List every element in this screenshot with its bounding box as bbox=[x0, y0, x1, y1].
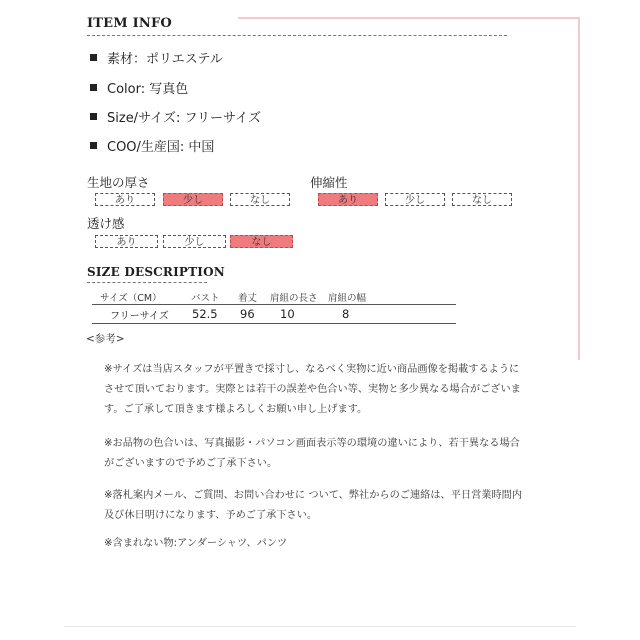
note-not-included: ※含まれない物:アンダーシャツ、パンツ bbox=[104, 538, 288, 549]
stretch-option-nashi: なし bbox=[452, 193, 512, 206]
size-cell-shoulder-length: 10 bbox=[280, 307, 295, 321]
thickness-option-sukoshi: 少し bbox=[163, 193, 223, 206]
sheer-option-sukoshi: 少し bbox=[163, 235, 226, 248]
size-header-shoulder-length: 肩組の長さ bbox=[270, 293, 318, 304]
bullet-icon bbox=[90, 142, 97, 149]
item-info-title: ITEM INFO bbox=[87, 16, 172, 31]
info-row-color bbox=[90, 78, 188, 97]
size-header-shoulder-width: 肩組の幅 bbox=[328, 293, 367, 304]
note-size-measurement: ※サイズは当店スタッフが平置きで採寸し、なるべく実物に近い商品画像を掲載するようにさせて頂いております。実際とは若干の誤差や色合い等、実物と多少異なる場合がございます。ご了承して頂きます様よろしくお願い申し上げます。 bbox=[104, 364, 521, 415]
info-color-text: Color: 写真色 bbox=[107, 82, 189, 97]
item-info-rule bbox=[87, 35, 507, 36]
size-header-length: 着丈 bbox=[238, 293, 258, 304]
info-row-material bbox=[90, 48, 223, 67]
note-contact-hours: ※落札案内メール、ご質問、お問い合わせに ついて、弊社からのご連絡は、平日営業時間内及び休日明けになります、予めご了承下さい。 bbox=[104, 490, 523, 521]
reference-label: <参考> bbox=[86, 333, 125, 345]
sheer-option-ari: あり bbox=[95, 235, 158, 248]
stretch-option-ari: あり bbox=[318, 193, 378, 206]
info-row-origin bbox=[90, 136, 214, 155]
info-origin-text: COO/生産国: 中国 bbox=[107, 140, 215, 155]
bottom-divider bbox=[64, 626, 576, 627]
thickness-option-nashi: なし bbox=[230, 193, 290, 206]
sheer-label: 透け感 bbox=[87, 216, 125, 231]
info-material-text: 素材：ポリエステル bbox=[107, 52, 223, 67]
size-header-size: サイズ（CM） bbox=[100, 293, 162, 304]
size-description-rule bbox=[87, 282, 207, 283]
frame-line-top bbox=[238, 17, 580, 19]
size-cell-shoulder-width: 8 bbox=[342, 307, 350, 321]
size-header-rule bbox=[92, 304, 456, 305]
bullet-icon bbox=[90, 113, 97, 120]
size-row-rule bbox=[92, 323, 456, 324]
info-row-size bbox=[90, 107, 261, 126]
info-size-text: Size/サイズ: フリーサイズ bbox=[107, 111, 261, 126]
size-header-bust: バスト bbox=[191, 293, 220, 304]
note-color-variance: ※お品物の色合いは、写真撮影・パソコン画面表示等の環境の違いにより、若干異なる場合がございますので予めご了承下さい。 bbox=[104, 438, 520, 469]
frame-line-right bbox=[578, 18, 580, 360]
size-cell-label: フリーサイズ bbox=[110, 311, 169, 322]
size-cell-bust: 52.5 bbox=[192, 307, 218, 321]
thickness-option-ari: あり bbox=[95, 193, 155, 206]
thickness-label: 生地の厚さ bbox=[87, 175, 150, 190]
stretch-option-sukoshi: 少し bbox=[385, 193, 445, 206]
sheer-option-nashi: なし bbox=[230, 235, 293, 248]
size-cell-length: 96 bbox=[240, 307, 255, 321]
bullet-icon bbox=[90, 84, 97, 91]
stretch-label: 伸縮性 bbox=[310, 175, 348, 190]
bullet-icon bbox=[90, 54, 97, 61]
size-description-title: SIZE DESCRIPTION bbox=[87, 265, 225, 279]
